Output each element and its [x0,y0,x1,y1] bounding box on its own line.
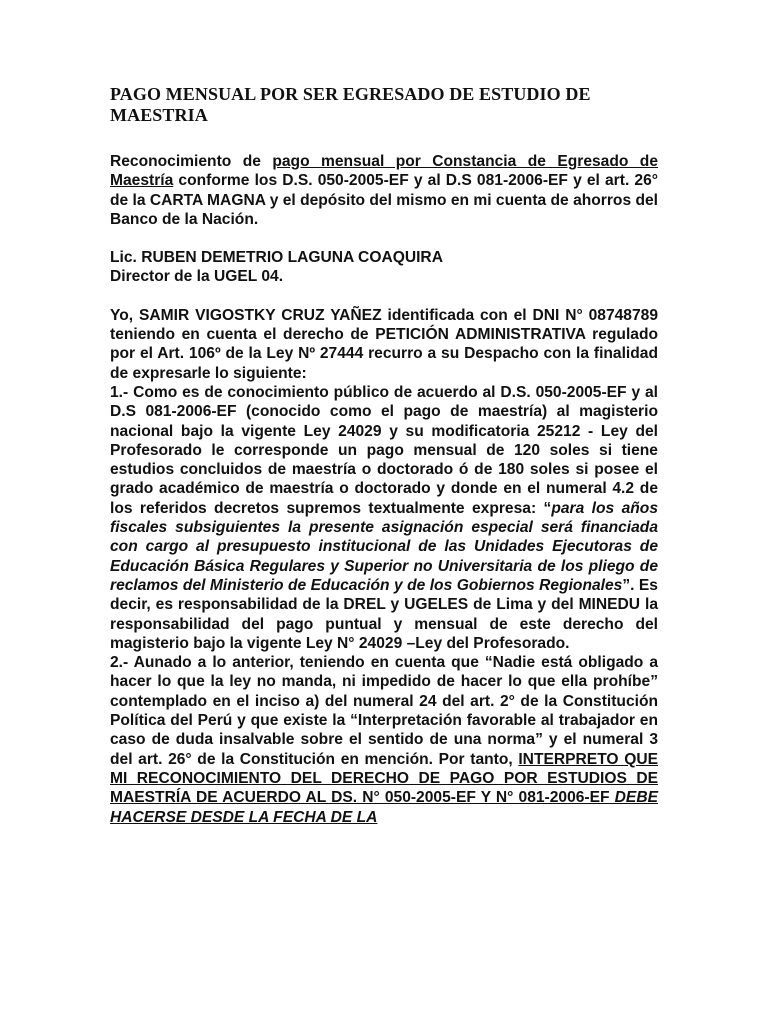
ugeles-text: UGELES [404,596,469,614]
peticion-administrativa-text: PETICIÓN ADMINISTRATIVA [375,326,586,344]
opening-paragraph [110,306,658,383]
document-page [110,84,658,827]
intro-text-3: y el depósito del mismo en mi cuenta de ahorros del Banco de la Nación. [110,191,658,228]
point-2-italic-text: DEBE HACERSE DESDE LA FECHA DE LA [110,789,658,826]
intro-text-1: Reconocimiento de [110,153,273,170]
addressee-name: Lic. RUBEN DEMETRIO LAGUNA COAQUIRA [110,249,443,267]
intro-paragraph [110,152,658,229]
drel-text: DREL [343,596,386,614]
document-title: PAGO MENSUAL POR SER EGRESADO DE ESTUDIO DE MAESTRIA [110,84,591,125]
point-2-underlined-text: INTERPRETO QUE MI RECONOCIMIENTO DEL DERECHO DE PAGO POR ESTUDIOS DE MAESTRÍA DE ACUERDO AL DS. N° 050-2005-EF Y N° 081-2006-EF [110,750,658,807]
point-1-quote: para los años fiscales subsiguientes la presente asignación especial será financiada con cargo al presupuesto institucional de las Unidades Ejecutoras de Educación Básica Regulares y Superior no Universitaria de los pliego de reclamos del Ministerio de Educación y de los Gobiernos Regionales [110,499,659,594]
point-1-paragraph [110,383,658,653]
spacer [110,229,658,248]
point-1-text-6: la responsabilidad del pago puntual y mensual de este derecho del magisterio bajo la vigente Ley N° 24029 –Ley del Profesorado. [110,596,658,652]
intro-text-2: conforme los D.S. 050-2005-EF y al D.S 081-2006-EF y el art. 26° de la [110,172,658,209]
point-1-text-2: (conocido como el pago de maestría) al magisterio nacional bajo la vigente Ley 24029 y su modificatoria 25212 - Ley del Profesorado le corresponde un pago mensual de 120 soles si tiene estudios concluidos de maestría o doctorado ó de 180 soles si posee el grado académico de maestría o doctorado y donde en el numeral 4.2 de los referidos decretos supremos textualmente expresa: “ [110,403,658,517]
point-1-text-1: 1.- Como es de conocimiento público de acuerdo al D.S. 050-2005-EF y al D.S 081-2006-EF [110,383,658,421]
addressee-role: Director de la UGEL 04. [110,268,284,286]
minedu-text: MINEDU [578,596,641,614]
point-1-text-5: de Lima y del [468,596,579,614]
point-2-text-1: 2.- Aunado a lo anterior, teniendo en cuenta que “Nadie está obligado a hacer lo que la ley no manda, ni impedido de hacer lo que ella prohíbe” contemplado en el inciso a) del numeral 24 del art. 2° de la Constitución Política del Perú y que existe la “Interpretación favorable al trabajador en caso de duda insalvable sobre el sentido de una norma” y el numeral 3 del art. 26° de la Constitución en mención. Por tanto, [110,654,658,768]
petitioner-name: SAMIR VIGOSTKY CRUZ YAÑEZ [138,306,382,324]
point-1-text-3: ”. Es decir, es responsabilidad de la [110,576,658,614]
opening-text-3: regulado por el Art. 106º de la Ley Nº 27444 recurro a su Despacho con la finalidad de expresarle lo siguiente: [110,326,659,382]
point-2-paragraph [110,653,658,827]
carta-magna-text: CARTA MAGNA [149,191,266,209]
intro-underlined-text: pago mensual por Constancia de Egresado de Maestría [110,153,658,190]
opening-text-1: Yo, [110,306,139,324]
point-1-text-4: y [385,596,405,614]
spacer [110,287,658,306]
opening-text-2: identificada con el DNI N° 08748789 teniendo en cuenta el derecho de [110,306,658,344]
